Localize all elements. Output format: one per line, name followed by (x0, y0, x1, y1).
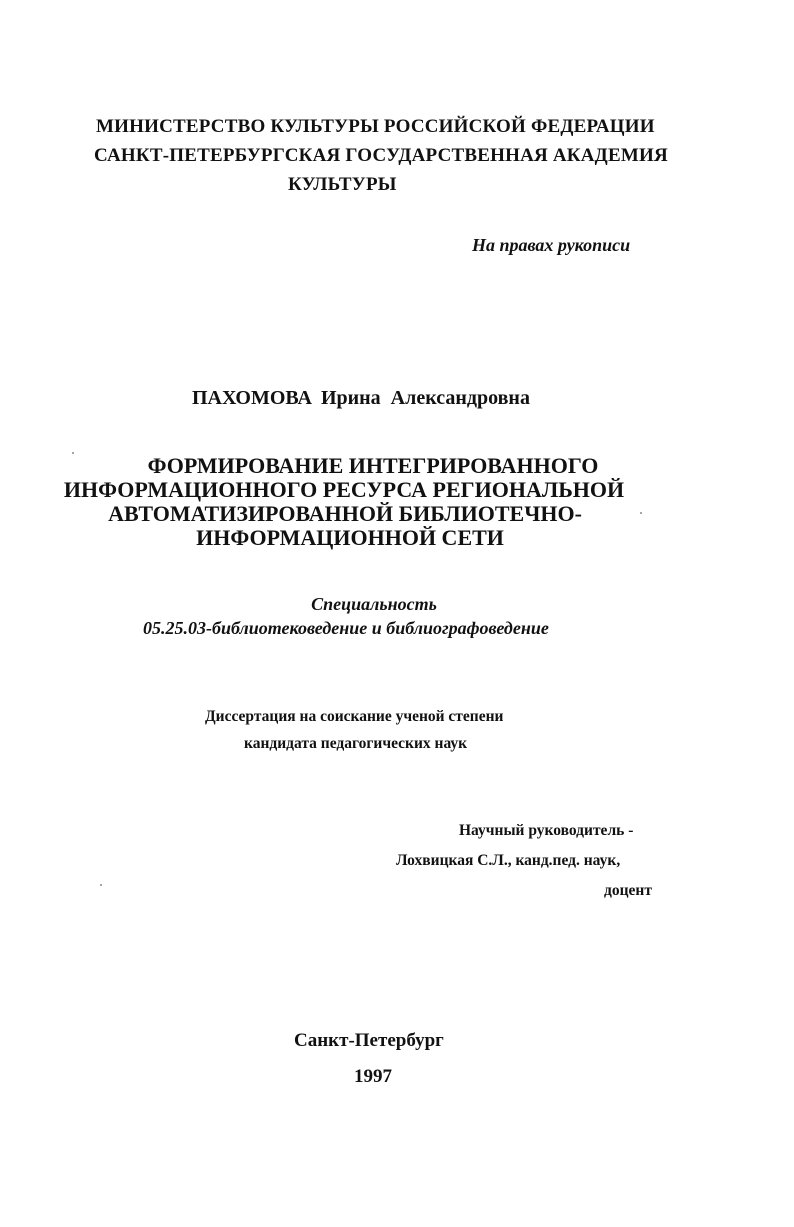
scan-speck (100, 884, 102, 886)
manuscript-note: На правах рукописи (472, 235, 631, 255)
supervisor-rank: доцент (604, 882, 652, 899)
academy-name-line2: КУЛЬТУРЫ (288, 174, 397, 195)
scan-speck (72, 452, 74, 454)
scan-speck (640, 512, 642, 514)
academy-name-line1: САНКТ-ПЕТЕРБУРГСКАЯ ГОСУДАРСТВЕННАЯ АКАДЕМИЯ (94, 145, 668, 166)
title-line4: ИНФОРМАЦИОННОЙ СЕТИ (196, 525, 504, 550)
specialty-value: 05.25.03-библиотековедение и библиографоведение (143, 618, 549, 638)
author-name (192, 387, 530, 410)
city: Санкт-Петербург (294, 1030, 444, 1051)
title-line2: ИНФОРМАЦИОННОГО РЕСУРСА РЕГИОНАЛЬНОЙ (63, 477, 625, 502)
supervisor-name: Лохвицкая С.Л., канд.пед. наук, (396, 852, 621, 869)
author-surname: ПАХОМОВА (192, 387, 312, 409)
year: 1997 (354, 1066, 392, 1087)
dissertation-degree-line2: кандидата педагогических наук (244, 735, 468, 752)
title-line3: АВТОМАТИЗИРОВАННОЙ БИБЛИОТЕЧНО- (108, 501, 582, 526)
dissertation-degree-line1: Диссертация на соискание ученой степени (205, 708, 504, 725)
title-line1: ФОРМИРОВАНИЕ ИНТЕГРИРОВАННОГО (147, 453, 599, 478)
supervisor-title: Научный руководитель - (459, 822, 634, 839)
author-given-names: Ирина Александровна (320, 387, 530, 409)
specialty-label: Специальность (311, 594, 437, 614)
ministry-name: МИНИСТЕРСТВО КУЛЬТУРЫ РОССИЙСКОЙ ФЕДЕРАЦИИ (96, 116, 655, 137)
